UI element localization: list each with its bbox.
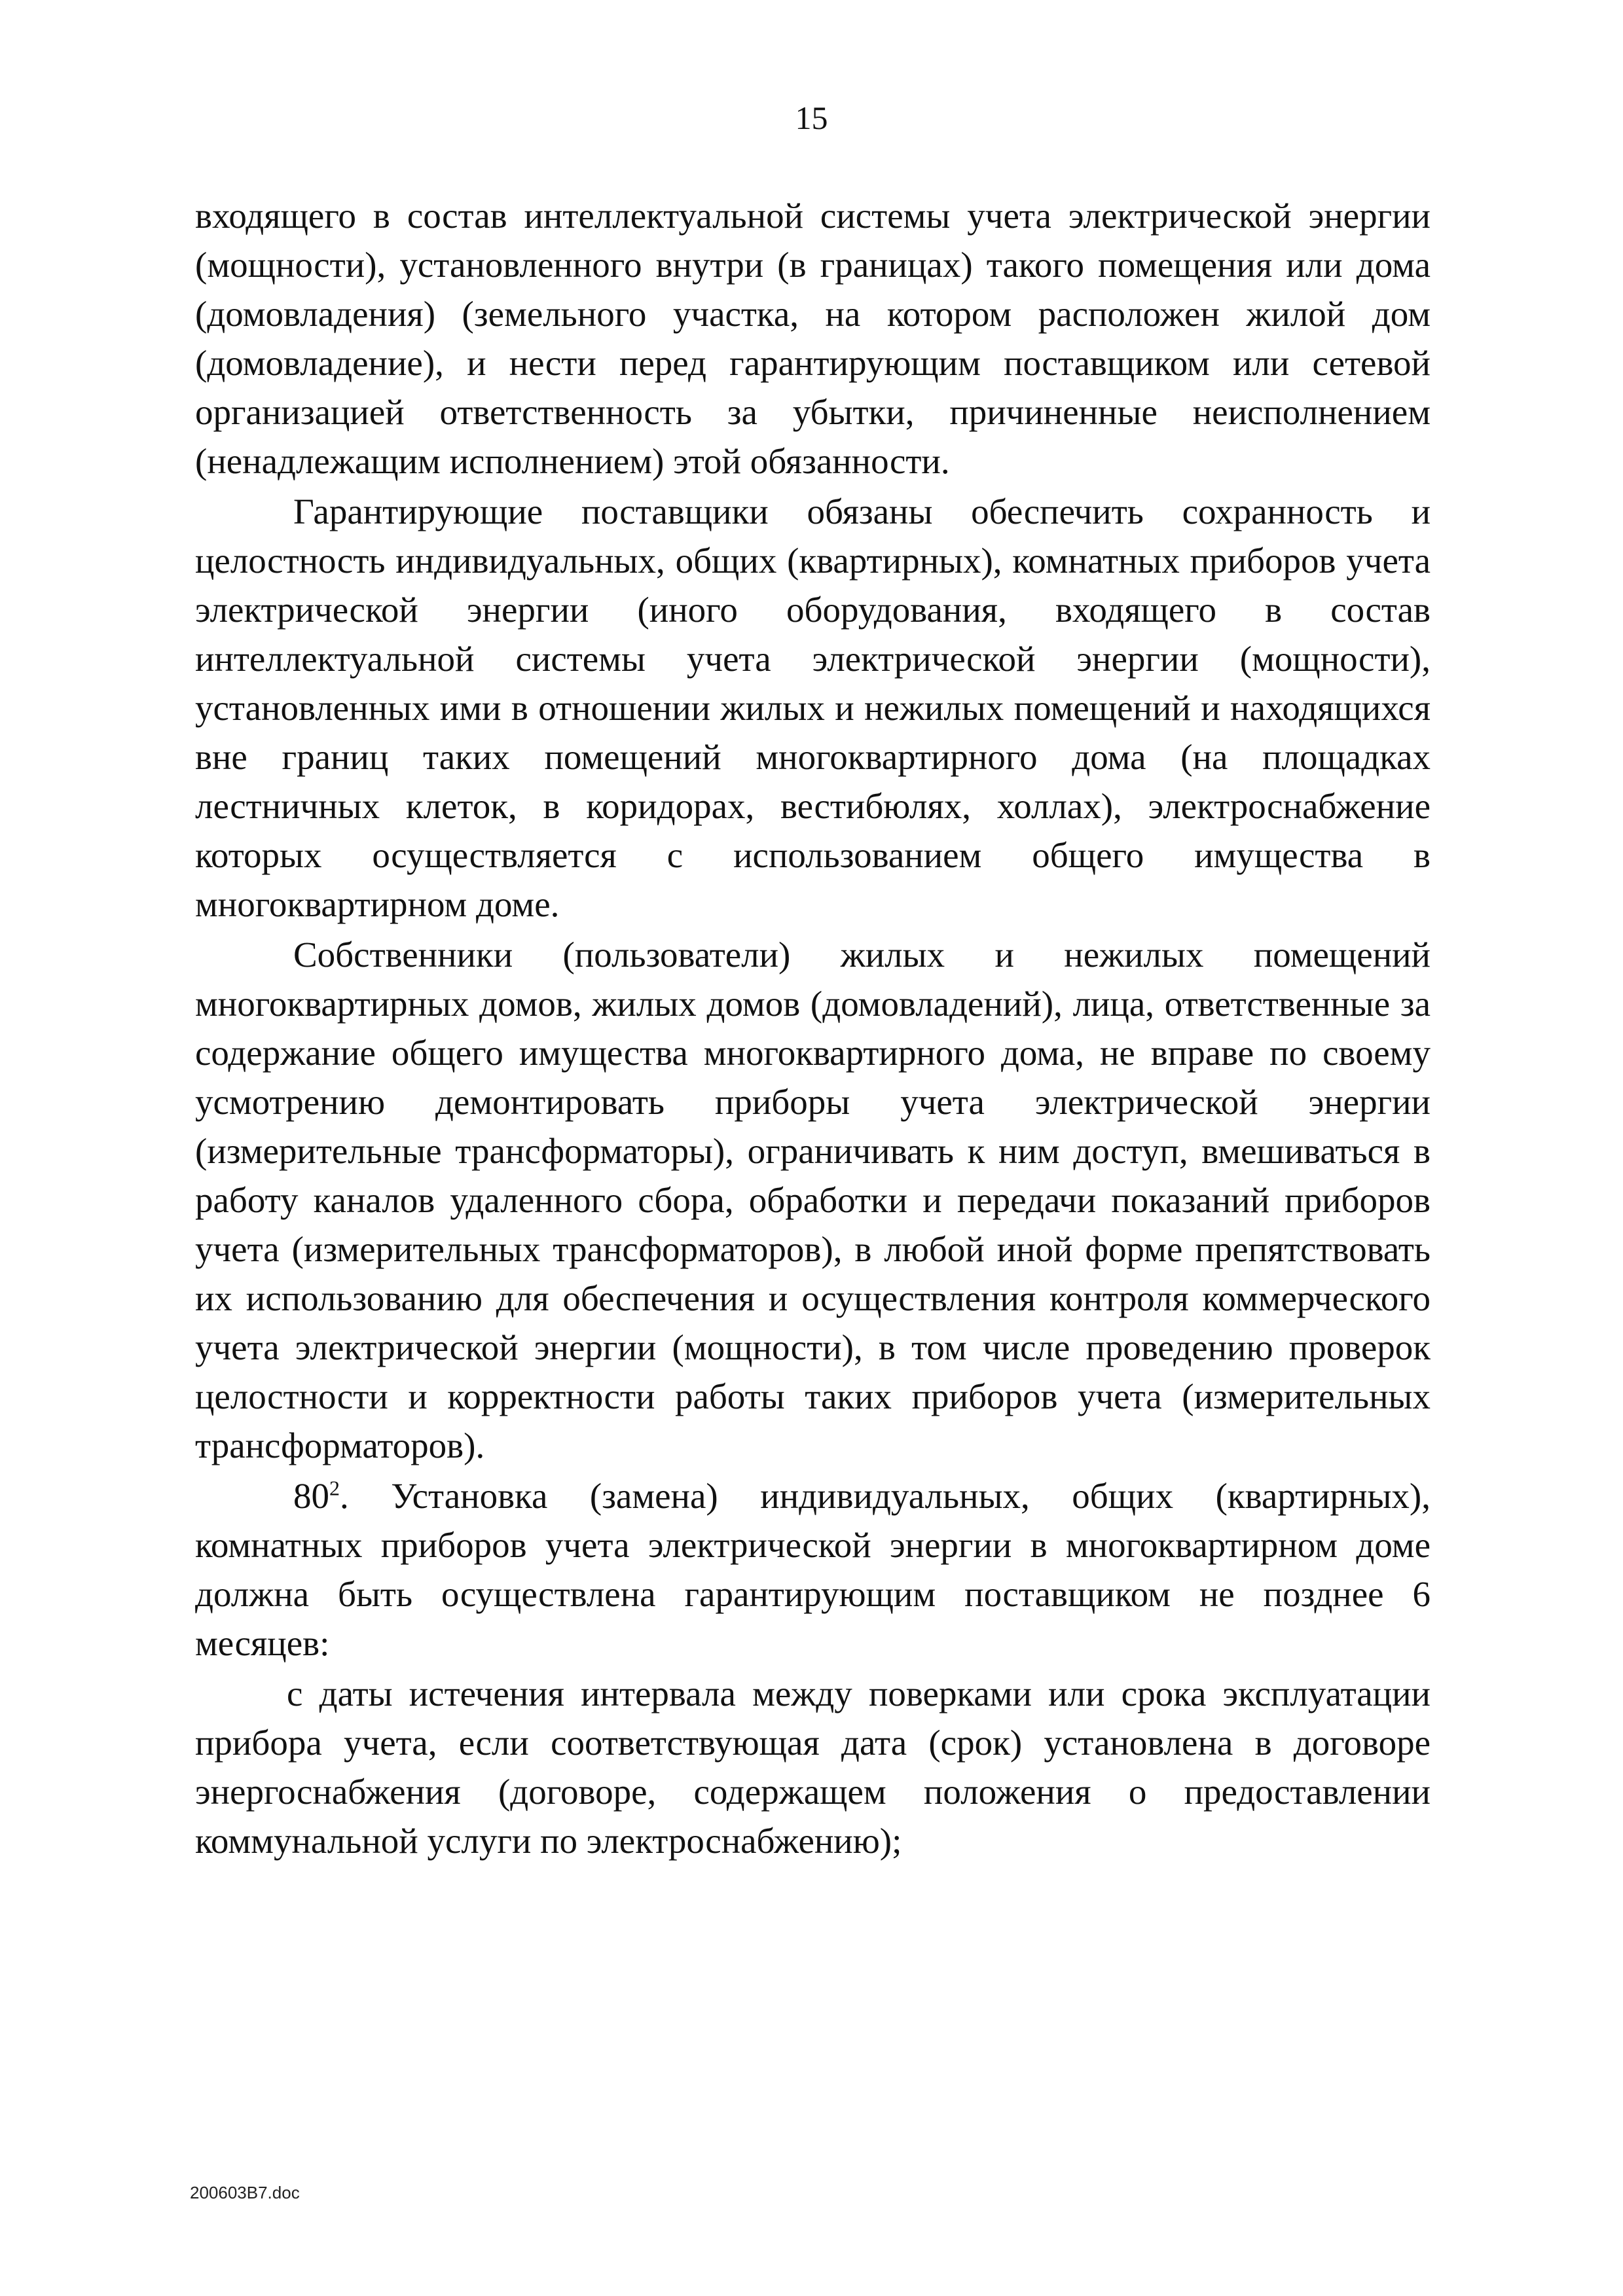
page-number: 15 [795,99,828,136]
clause-80-2 [195,1471,1431,1668]
paragraph-owners-restrictions: Собственники (пользователи) жилых и нежилых помещений многоквартирных домов, жилых домов (домовладений), лица, ответственные за содержание общего имущества многоквартирного дома, не вправе по своему усмотрению демонтировать приборы учета электрической энергии (измерительные трансформаторы), ограничивать к ним доступ, вмешиваться в работу каналов удаленного сбора, обработки и передачи показаний приборов учета (измерительных трансформаторов), в любой иной форме препятствовать их использованию для обеспечения и осуществления контроля коммерческого учета электрической энергии (мощности), в том числе проведению проверок целостности и корректности работы таких приборов учета (измерительных трансформаторов). [195,935,1431,1465]
clause-superscript: 2 [329,1476,340,1500]
clause-number: 80 [293,1476,329,1516]
footer-file-code: 200603B7.doc [190,2183,300,2202]
document-body [195,191,1431,1865]
list-item: с даты истечения интервала между поверками или срока эксплуатации прибора учета, если соответствующая дата (срок) установлена в договоре энергоснабжения (договоре, содержащем положения о предоставлении коммунальной услуги по электроснабжению); [195,1674,1431,1861]
paragraph-suppliers-obligation: Гарантирующие поставщики обязаны обеспечить сохранность и целостность индивидуальных, общих (квартирных), комнатных приборов учета электрической энергии (иного оборудования, входящего в состав интеллектуальной системы учета электрической энергии (мощности), установленных ими в отношении жилых и нежилых помещений и находящихся вне границ таких помещений многоквартирного дома (на площадках лестничных клеток, в коридорах, вестибюлях, холлах), электроснабжение которых осуществляется с использованием общего имущества в многоквартирном доме. [195,492,1431,924]
clause-text: . Установка (замена) индивидуальных, общих (квартирных), комнатных приборов учета электрической энергии в многоквартирном доме должна быть осуществлена гарантирующим поставщиком не позднее 6 месяцев: [195,1476,1431,1663]
paragraph-continuation: входящего в состав интеллектуальной системы учета электрической энергии (мощности), установленного внутри (в границах) такого помещения или дома (домовладения) (земельного участка, на котором расположен жилой дом (домовладение), и нести перед гарантирующим поставщиком или сетевой организацией ответственность за убытки, причиненные неисполнением (ненадлежащим исполнением) этой обязанности. [195,196,1431,481]
